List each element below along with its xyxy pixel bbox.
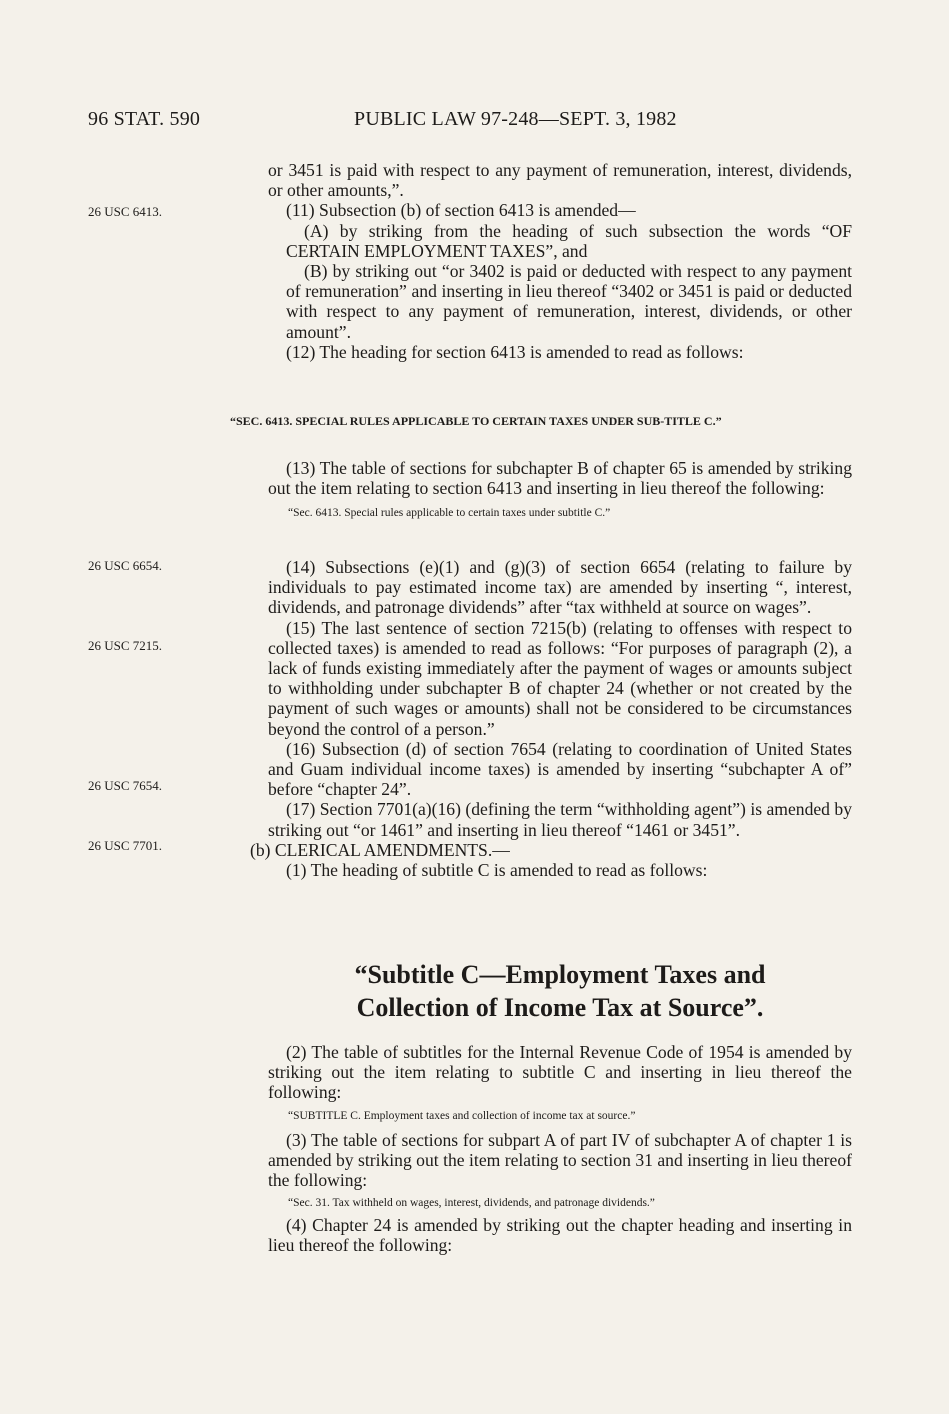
page-law-title: PUBLIC LAW 97-248—SEPT. 3, 1982 (354, 108, 677, 130)
subtitle-heading-line-2: Collection of Income Tax at Source”. (356, 993, 764, 1022)
margin-note-7701: 26 USC 7701. (88, 838, 163, 853)
margin-note-7215: 26 USC 7215. (88, 638, 163, 653)
subtitle-heading-line-1: “Subtitle C—Employment Taxes and (354, 960, 766, 989)
quote-subtitle-c: “SUBTITLE C. Employment taxes and collection of income tax at source.” (288, 1109, 636, 1122)
paragraph-16: (16) Subsection (d) of section 7654 (relating to coordination of United States and Guam individual income taxes) is amended by inserting “subchapter A of” before “chapter 24”. (268, 738, 852, 800)
paragraph-12: (12) The heading for section 6413 is amended to read as follows: (286, 341, 744, 362)
page-stat-number: 96 STAT. 590 (88, 108, 201, 130)
section-heading-6413: “SEC. 6413. SPECIAL RULES APPLICABLE TO CERTAIN TAXES UNDER SUB-TITLE C.” (230, 414, 722, 428)
paragraph-b4: (4) Chapter 24 is amended by striking out the chapter heading and inserting in lieu thereof the following: (268, 1215, 852, 1256)
paragraph-b2: (2) The table of subtitles for the Internal Revenue Code of 1954 is amended by striking out the item relating to subtitle C and inserting in lieu thereof the following: (268, 1042, 852, 1103)
paragraph-b1: (1) The heading of subtitle C is amended to read as follows: (286, 860, 708, 881)
paragraph-14: (14) Subsections (e)(1) and (g)(3) of section 6654 (relating to failure by individuals to pay estimated income tax) are amended by inserting “, interest, dividends, and patronage dividends” after “tax withheld at source on wages”. (268, 557, 852, 618)
paragraph-11a: (A) by striking from the heading of such subsection the words “OF CERTAIN EMPLOYMENT TAXES”, and (286, 220, 852, 261)
paragraph-b-clerical: (b) CLERICAL AMENDMENTS.— (250, 839, 510, 860)
paragraph-11: (11) Subsection (b) of section 6413 is amended— (286, 200, 636, 221)
text-block-13 (268, 458, 852, 521)
margin-note-6654: 26 USC 6654. (88, 558, 163, 573)
text-block-lower (268, 1042, 852, 1256)
text-block-middle (250, 557, 852, 881)
margin-note-6413: 26 USC 6413. (88, 204, 163, 219)
text-block-upper (268, 160, 852, 362)
paragraph-b3: (3) The table of sections for subpart A of part IV of subchapter A of chapter 1 is amended by striking out the item relating to section 31 and inserting in lieu thereof the following: (268, 1129, 852, 1191)
quote-sec-31: “Sec. 31. Tax withheld on wages, interest, dividends, and patronage dividends.” (288, 1197, 655, 1210)
paragraph-11b: (B) by striking out “or 3402 is paid or deducted with respect to any payment of remuneration” and inserting in lieu thereof “3402 or 3451 is paid or deducted with respect to any payment of remuneration, interest, dividends, or other amount”. (286, 261, 852, 342)
paragraph-17: (17) Section 7701(a)(16) (defining the term “withholding agent”) is amended by striking out “or 1461” and inserting in lieu thereof “1461 or 3451”. (268, 799, 852, 840)
paragraph-13: (13) The table of sections for subchapter B of chapter 65 is amended by striking out the item relating to section 6413 and inserting in lieu thereof the following: (268, 458, 852, 499)
paragraph-continuation: or 3451 is paid with respect to any payment of remuneration, interest, dividends, or other amounts,”. (268, 160, 852, 201)
margin-note-7654: 26 USC 7654. (88, 778, 163, 793)
quote-sec-6413: “Sec. 6413. Special rules applicable to certain taxes under subtitle C.” (288, 507, 611, 520)
paragraph-15: (15) The last sentence of section 7215(b) (relating to offenses with respect to collected taxes) is amended to read as follows: “For purposes of paragraph (2), a lack of funds existing immediately after the payment of wages or amounts subject to withholding under subchapter B of chapter 24 (whether or not created by the payment of such wages or amounts) shall not be considered to be circumstances beyond the control of a person.” (268, 617, 852, 739)
